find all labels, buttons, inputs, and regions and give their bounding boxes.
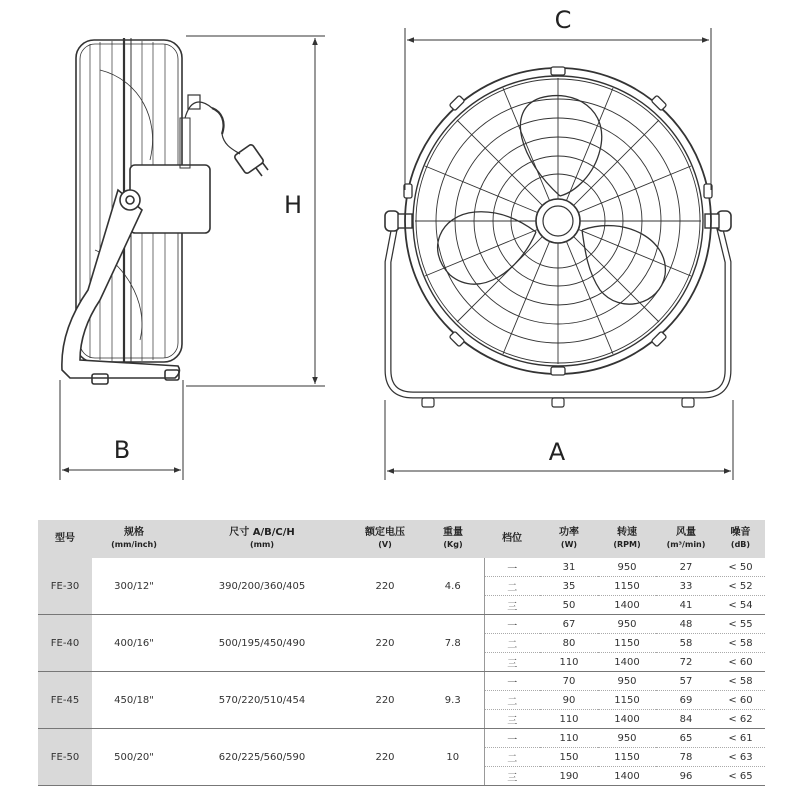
header-weight <box>422 520 484 558</box>
rpm-cell: 1150 <box>598 634 656 653</box>
airflow-cell: 78 <box>656 748 716 767</box>
power-cell: 50 <box>540 596 598 615</box>
weight-cell: 4.6 <box>422 558 484 615</box>
power-cell: 90 <box>540 691 598 710</box>
airflow-cell: 27 <box>656 558 716 577</box>
gear-cell: 三 <box>484 710 540 729</box>
header-unit: (dB) <box>730 540 751 549</box>
spec-table <box>38 520 765 786</box>
weight-cell: 10 <box>422 729 484 786</box>
header-unit: (RPM) <box>613 540 641 549</box>
voltage-cell: 220 <box>348 615 422 672</box>
gear-cell: 二 <box>484 577 540 596</box>
header-unit: (V) <box>378 540 392 549</box>
header-power <box>540 520 598 558</box>
size-cell: 500/195/450/490 <box>176 615 348 672</box>
noise-cell: < 58 <box>716 672 765 691</box>
spec-cell: 450/18" <box>92 672 176 729</box>
rpm-cell: 1150 <box>598 691 656 710</box>
noise-cell: < 61 <box>716 729 765 748</box>
header-unit: (mm) <box>250 540 274 549</box>
weight-cell: 7.8 <box>422 615 484 672</box>
header-rpm <box>598 520 656 558</box>
header-label: 档位 <box>502 533 522 544</box>
header-gear <box>484 520 540 558</box>
voltage-cell: 220 <box>348 672 422 729</box>
header-unit: (Kg) <box>443 540 463 549</box>
header-unit: (mm/inch) <box>111 540 157 549</box>
noise-cell: < 62 <box>716 710 765 729</box>
airflow-cell: 41 <box>656 596 716 615</box>
power-cell: 80 <box>540 634 598 653</box>
rpm-cell: 1400 <box>598 767 656 786</box>
header-airflow <box>656 520 716 558</box>
gear-cell: 三 <box>484 596 540 615</box>
airflow-cell: 69 <box>656 691 716 710</box>
size-cell: 390/200/360/405 <box>176 558 348 615</box>
model-cell: FE-50 <box>38 729 92 786</box>
noise-cell: < 58 <box>716 634 765 653</box>
spec-cell: 400/16" <box>92 615 176 672</box>
noise-cell: < 63 <box>716 748 765 767</box>
noise-cell: < 54 <box>716 596 765 615</box>
header-spec <box>92 520 176 558</box>
header-unit: (m³/min) <box>666 540 706 549</box>
airflow-cell: 96 <box>656 767 716 786</box>
header-label: 尺寸 A/B/C/H <box>229 527 295 538</box>
header-label: 功率 <box>559 527 579 538</box>
spec-cell: 500/20" <box>92 729 176 786</box>
rpm-cell: 950 <box>598 558 656 577</box>
header-unit: (W) <box>560 540 578 549</box>
dimension-c-label: C <box>554 6 572 34</box>
spec-cell: 300/12" <box>92 558 176 615</box>
model-cell: FE-30 <box>38 558 92 615</box>
noise-cell: < 52 <box>716 577 765 596</box>
rpm-cell: 1150 <box>598 748 656 767</box>
model-cell: FE-40 <box>38 615 92 672</box>
gear-cell: 一 <box>484 615 540 634</box>
header-label: 转速 <box>617 527 637 538</box>
header-label: 型号 <box>55 533 75 544</box>
voltage-cell: 220 <box>348 729 422 786</box>
rpm-cell: 950 <box>598 615 656 634</box>
voltage-cell: 220 <box>348 558 422 615</box>
power-cell: 110 <box>540 710 598 729</box>
airflow-cell: 48 <box>656 615 716 634</box>
noise-cell: < 65 <box>716 767 765 786</box>
header-noise <box>716 520 765 558</box>
rpm-cell: 950 <box>598 729 656 748</box>
airflow-cell: 33 <box>656 577 716 596</box>
weight-cell: 9.3 <box>422 672 484 729</box>
front-view <box>385 67 731 407</box>
rpm-cell: 1400 <box>598 710 656 729</box>
header-label: 额定电压 <box>365 527 405 538</box>
rpm-cell: 950 <box>598 672 656 691</box>
model-cell: FE-45 <box>38 672 92 729</box>
gear-cell: 三 <box>484 653 540 672</box>
power-cell: 110 <box>540 729 598 748</box>
gear-cell: 一 <box>484 729 540 748</box>
table-row <box>38 729 765 748</box>
noise-cell: < 60 <box>716 691 765 710</box>
header-model <box>38 520 92 558</box>
noise-cell: < 55 <box>716 615 765 634</box>
size-cell: 620/225/560/590 <box>176 729 348 786</box>
power-cell: 70 <box>540 672 598 691</box>
dimension-b-label: B <box>113 436 131 464</box>
header-voltage <box>348 520 422 558</box>
airflow-cell: 57 <box>656 672 716 691</box>
power-cell: 110 <box>540 653 598 672</box>
noise-cell: < 50 <box>716 558 765 577</box>
airflow-cell: 84 <box>656 710 716 729</box>
noise-cell: < 60 <box>716 653 765 672</box>
gear-cell: 二 <box>484 691 540 710</box>
dimension-a-label: A <box>548 438 566 466</box>
gear-cell: 二 <box>484 748 540 767</box>
table-header-row <box>38 520 765 558</box>
gear-cell: 一 <box>484 672 540 691</box>
power-cell: 190 <box>540 767 598 786</box>
gear-cell: 二 <box>484 634 540 653</box>
rpm-cell: 1150 <box>598 577 656 596</box>
rpm-cell: 1400 <box>598 653 656 672</box>
dimension-h-label: H <box>283 191 303 219</box>
header-label: 风量 <box>676 527 696 538</box>
gear-cell: 一 <box>484 558 540 577</box>
header-size <box>176 520 348 558</box>
table-row <box>38 615 765 634</box>
power-cell: 35 <box>540 577 598 596</box>
header-label: 噪音 <box>730 527 751 538</box>
gear-cell: 三 <box>484 767 540 786</box>
header-label: 重量 <box>443 527 463 538</box>
rpm-cell: 1400 <box>598 596 656 615</box>
size-cell: 570/220/510/454 <box>176 672 348 729</box>
airflow-cell: 72 <box>656 653 716 672</box>
table-row <box>38 672 765 691</box>
airflow-cell: 65 <box>656 729 716 748</box>
table-row <box>38 558 765 577</box>
side-view <box>62 38 268 384</box>
power-cell: 31 <box>540 558 598 577</box>
airflow-cell: 58 <box>656 634 716 653</box>
power-cell: 67 <box>540 615 598 634</box>
header-label: 规格 <box>124 527 144 538</box>
power-cell: 150 <box>540 748 598 767</box>
